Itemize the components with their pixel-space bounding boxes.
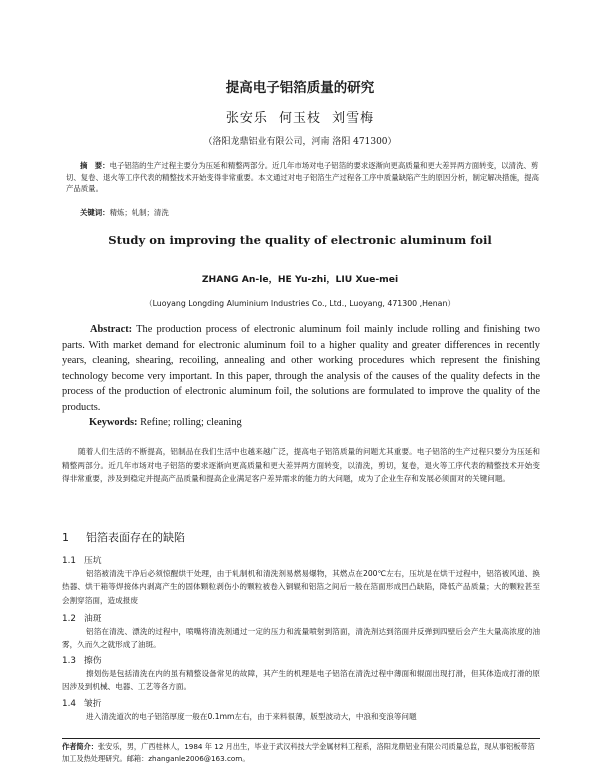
english-keywords-label: Keywords:: [89, 417, 138, 428]
english-affiliation: （Luoyang Longding Aluminium Industries Co., Ltd., Luoyang, 471300 ,Henan）: [144, 299, 456, 308]
subsection-paragraph: 进入清洗道次的电子铝箔厚度一般在0.1mm左右，由于来料很薄，版型波动大，中浪和变浪等问题: [86, 712, 417, 721]
chinese-authors: 张安乐 何玉枝 刘雪梅: [225, 111, 375, 126]
english-title: Study on improving the quality of electronic aluminum foil: [108, 233, 492, 247]
english-abstract: [62, 322, 540, 415]
footnote-label: 作者简介：: [62, 742, 98, 751]
english-authors: ZHANG An-le，HE Yu-zhi，LIU Xue-mei: [201, 274, 399, 285]
english-keywords: [89, 417, 242, 428]
chinese-title: 提高电子铝箔质量的研究: [225, 80, 375, 96]
section-number: 1: [62, 531, 69, 544]
subsection-paragraph: 铝箔被清洗干净后必须惊醒烘干处理，由于轧制机和清洗剂易燃易爆物，其燃点在200℃左右，压坑是在烘干过程中，铝箔被风道、换热器、烘干箱等焊接体内剥离产生的固体颗粒剥伤小的颗粒被卷入铜辊和铝箔之间后一般在箔面形成凹凸缺陷，降低产品质量；大的颗粒甚至会割穿箔面，造成报废: [62, 569, 540, 605]
subsection-number: 1.1: [62, 556, 76, 566]
chinese-keywords-label: 关键词：: [80, 208, 110, 217]
subsection-heading: [62, 553, 102, 566]
subsection-number: 1.4: [62, 699, 76, 709]
subsection-title: 油斑: [84, 614, 102, 624]
subsection-number: 1.3: [62, 656, 76, 666]
subsection-number: 1.2: [62, 614, 76, 624]
chinese-abstract: [66, 160, 540, 195]
chinese-abstract-text: 电子铝箔的生产过程主要分为压延和精整两部分。近几年市场对电子铝箔的要求逐渐向更高质量和更大差异两方面转变，以清洗、剪切、复卷、退火等工序代表的精整技术开始变得非常重要。本文通过对电子铝箔生产过程各工序中质量缺陷产生的原因分析，制定解决措施，提高产品质量。: [66, 161, 540, 194]
introduction-paragraph: 随着人们生活的不断提高，铝制品在我们生活中也越来越广泛，提高电子铝箔质量的问题尤其重要。电子铝箔的生产过程只要分为压延和精整两部分。近几年市场对电子铝箔的要求逐渐向更高质量和更大差异两方面转变，以清洗，剪切，复卷，退火等工序代表的精整技术开始变得非常重要，涉及到稳定并提高产品质量和提高企业满足客户差异需求的能力的大问题，成为了企业生存和发展必须面对的关键问题。: [62, 447, 540, 484]
footnote-text: 张安乐，男，广西桂林人，1984 年 12 月出生，毕业于武汉科技大学金属材料工程系，洛阳龙鼎铝业有限公司质量总监，现从事铝板带箔加工及热处理研究。邮箱：zhanganle2006@163.com。: [62, 742, 535, 763]
chinese-affiliation: （洛阳龙鼎铝业有限公司，河南 洛阳 471300）: [203, 137, 397, 147]
subsection-heading: [62, 653, 102, 666]
subsection-title: 压坑: [84, 556, 102, 566]
chinese-keywords-text: 精炼；轧制；清洗: [109, 208, 169, 217]
footnote-divider: [62, 738, 540, 739]
subsection-title: 皱折: [84, 699, 102, 709]
subsection-paragraph: 铝箔在清洗、漂洗的过程中，喷嘴将清洗剂通过一定的压力和流量喷射到箔面，清洗剂达到箔面并反弹到四壁后会产生大量高浓度的油雾，久而久之就形成了油斑。: [62, 627, 540, 650]
subsection-paragraph: 擦划伤是包括清洗在内的虽有精整设备常见的故障，其产生的机理是电子铝箔在清洗过程中薄面和辊面出现打滑，但其体造成打滑的原因涉及到机械、电器、工艺等各方面。: [62, 669, 540, 692]
english-abstract-text: The production process of electronic aluminum foil mainly include rolling and finishing two parts. With market demand for electronic aluminum foil to a higher quality and greater differences in recently years, cleaning, shearing, recoiling, annealing and other working procedures which represent the finishing technology become very important. In this paper, through the analysis of the causes of the quality defects in the process of the production of electronic aluminum foil, the solutions are formulated to improve the quality of the products.: [62, 324, 540, 413]
section-title: 铝箔表面存在的缺陷: [86, 531, 185, 544]
subsection-heading: [62, 696, 102, 709]
english-abstract-label: Abstract:: [90, 324, 133, 335]
english-keywords-text: Refine; rolling; cleaning: [140, 417, 242, 428]
subsection-heading: [62, 611, 102, 624]
author-footnote: [62, 741, 540, 765]
section-heading: [62, 529, 185, 545]
subsection-title: 擦伤: [84, 656, 102, 666]
chinese-abstract-label: 摘 要：: [80, 161, 110, 170]
chinese-keywords: [80, 207, 169, 218]
